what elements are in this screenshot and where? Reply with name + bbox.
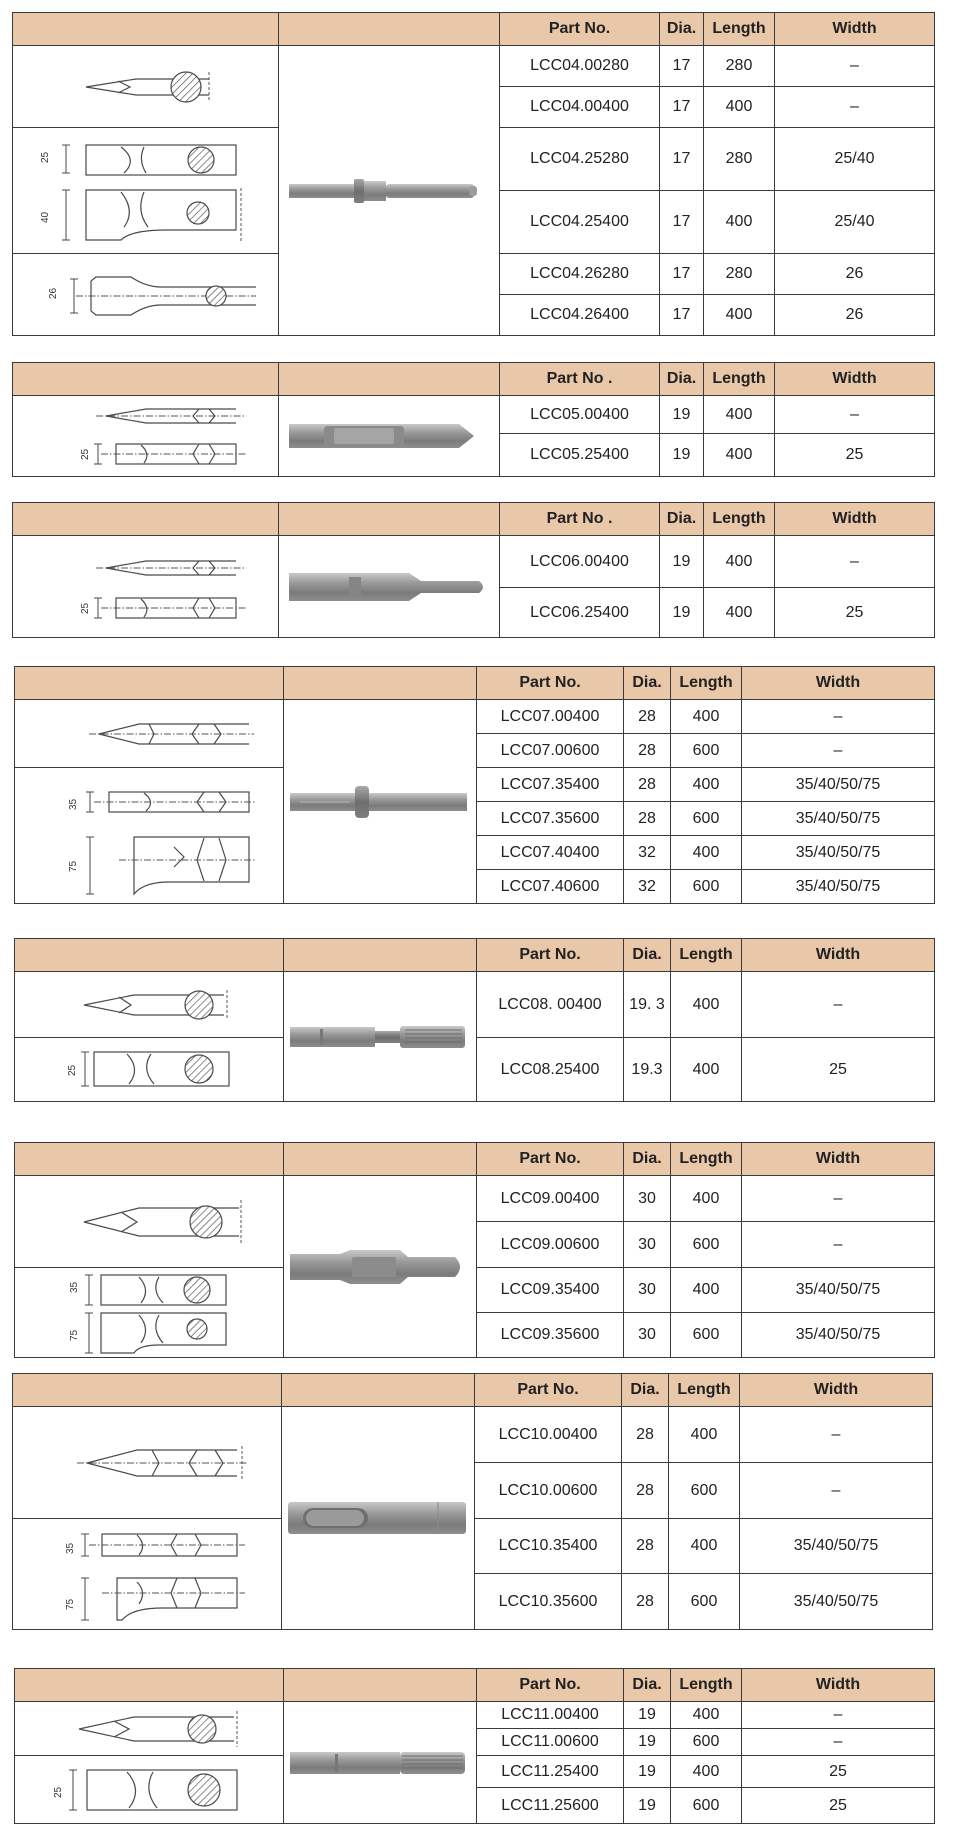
diameter: 19.3 <box>624 1038 671 1102</box>
diameter: 28 <box>624 700 671 734</box>
dim-label: 40 <box>39 211 51 223</box>
width: – <box>742 700 935 734</box>
diameter: 17 <box>660 87 704 128</box>
header-length: Length <box>704 13 775 46</box>
diameter: 30 <box>624 1176 671 1222</box>
header-width: Width <box>775 503 935 536</box>
width: – <box>742 1729 935 1756</box>
diameter: 17 <box>660 295 704 336</box>
part-number: LCC05.25400 <box>500 434 660 477</box>
part-number: LCC09.35600 <box>477 1313 624 1358</box>
dim-label: 75 <box>65 1598 76 1610</box>
cape-chisel-drawing <box>13 254 279 336</box>
flat-chisel-drawing <box>15 1756 284 1824</box>
part-number: LCC06.00400 <box>500 536 660 588</box>
diameter: 19 <box>660 588 704 638</box>
length: 400 <box>704 588 775 638</box>
width: 25/40 <box>775 191 935 254</box>
diameter: 28 <box>622 1463 669 1519</box>
header-width: Width <box>775 13 935 46</box>
header-length: Length <box>671 939 742 972</box>
width: 26 <box>775 254 935 295</box>
header-part-no: Part No . <box>500 363 660 396</box>
chisel-table-lcc07 <box>14 666 935 904</box>
width: 35/40/50/75 <box>742 802 935 836</box>
part-number: LCC09.35400 <box>477 1268 624 1313</box>
part-number: LCC09.00600 <box>477 1222 624 1268</box>
width: 25 <box>742 1756 935 1788</box>
length: 400 <box>671 768 742 802</box>
length: 600 <box>671 1788 742 1824</box>
part-number: LCC07.00600 <box>477 734 624 768</box>
part-number: LCC04.00280 <box>500 46 660 87</box>
lcc05-tool-photo <box>279 396 500 477</box>
part-number: LCC04.26400 <box>500 295 660 336</box>
width: – <box>740 1463 933 1519</box>
part-number: LCC10.00400 <box>475 1407 622 1463</box>
dim-label: 25 <box>67 1064 78 1076</box>
diameter: 28 <box>622 1407 669 1463</box>
dim-label: 35 <box>69 1281 80 1293</box>
header-width: Width <box>740 1374 933 1407</box>
length: 600 <box>671 1313 742 1358</box>
header-dia: Dia. <box>660 363 704 396</box>
length: 400 <box>704 191 775 254</box>
part-number: LCC05.00400 <box>500 396 660 434</box>
width: 35/40/50/75 <box>740 1519 933 1574</box>
width: – <box>742 1702 935 1729</box>
length: 280 <box>704 254 775 295</box>
lcc06-tool-photo <box>279 536 500 638</box>
width: 26 <box>775 295 935 336</box>
header-part-no: Part No. <box>477 1669 624 1702</box>
length: 400 <box>704 87 775 128</box>
length: 400 <box>704 396 775 434</box>
length: 400 <box>669 1519 740 1574</box>
length: 400 <box>704 434 775 477</box>
length: 400 <box>671 700 742 734</box>
diameter: 28 <box>622 1574 669 1630</box>
width: – <box>742 1176 935 1222</box>
chisel-table-lcc10 <box>12 1373 933 1630</box>
dim-label: 25 <box>53 1786 64 1798</box>
lcc07-tool-photo <box>284 700 477 904</box>
diameter: 32 <box>624 836 671 870</box>
header-width: Width <box>742 1669 935 1702</box>
width: 25 <box>775 588 935 638</box>
part-number: LCC10.35400 <box>475 1519 622 1574</box>
diameter: 30 <box>624 1313 671 1358</box>
header-dia: Dia. <box>624 939 671 972</box>
header-length: Length <box>704 363 775 396</box>
part-number: LCC06.25400 <box>500 588 660 638</box>
width: 35/40/50/75 <box>742 1268 935 1313</box>
header-part-no: Part No. <box>477 939 624 972</box>
flat-chisel-drawing <box>15 768 284 904</box>
length: 400 <box>669 1407 740 1463</box>
header-width: Width <box>742 939 935 972</box>
part-number: LCC08.25400 <box>477 1038 624 1102</box>
dim-label: 35 <box>65 1542 76 1554</box>
part-number: LCC04.25400 <box>500 191 660 254</box>
lcc04-tool-photo <box>279 46 500 336</box>
part-number: LCC10.00600 <box>475 1463 622 1519</box>
hex-chisel-drawing <box>13 396 279 477</box>
hex-chisel-drawing <box>13 536 279 638</box>
chisel-table-lcc09 <box>14 1142 935 1358</box>
dim-label: 26 <box>47 287 59 299</box>
width: – <box>775 46 935 87</box>
hex-chisel-drawing <box>13 1407 282 1519</box>
width: – <box>742 972 935 1038</box>
length: 600 <box>671 1729 742 1756</box>
hex-chisel-drawing <box>15 700 284 768</box>
chisel-table-lcc08 <box>14 938 935 1102</box>
chisel-table-lcc11 <box>14 1668 935 1824</box>
header-dia: Dia. <box>660 503 704 536</box>
length: 600 <box>671 1222 742 1268</box>
header-dia: Dia. <box>624 1143 671 1176</box>
diameter: 30 <box>624 1268 671 1313</box>
part-number: LCC07.40600 <box>477 870 624 904</box>
length: 400 <box>671 1756 742 1788</box>
part-number: LCC10.35600 <box>475 1574 622 1630</box>
diameter: 28 <box>624 768 671 802</box>
length: 600 <box>669 1463 740 1519</box>
length: 280 <box>704 46 775 87</box>
part-number: LCC04.00400 <box>500 87 660 128</box>
width: 35/40/50/75 <box>742 836 935 870</box>
flat-chisel-drawing <box>15 1268 284 1358</box>
header-length: Length <box>671 1669 742 1702</box>
flat-chisel-drawing <box>15 1038 284 1102</box>
pointed-chisel-drawing <box>15 1176 284 1268</box>
diameter: 19 <box>660 396 704 434</box>
chisel-table-lcc05 <box>12 362 935 477</box>
chisel-table-lcc04 <box>12 12 935 336</box>
header-dia: Dia. <box>624 1669 671 1702</box>
width: 35/40/50/75 <box>742 1313 935 1358</box>
dim-label: 25 <box>79 602 91 614</box>
length: 400 <box>671 836 742 870</box>
header-part-no: Part No . <box>500 503 660 536</box>
part-number: LCC07.35600 <box>477 802 624 836</box>
part-number: LCC08. 00400 <box>477 972 624 1038</box>
part-number: LCC11.00400 <box>477 1702 624 1729</box>
header-dia: Dia. <box>660 13 704 46</box>
dim-label: 75 <box>69 1329 80 1341</box>
length: 400 <box>704 536 775 588</box>
lcc09-tool-photo <box>284 1176 477 1358</box>
header-width: Width <box>742 667 935 700</box>
width: – <box>775 396 935 434</box>
diameter: 17 <box>660 254 704 295</box>
flat-chisel-drawing <box>13 1519 282 1630</box>
header-width: Width <box>742 1143 935 1176</box>
diameter: 30 <box>624 1222 671 1268</box>
header-length: Length <box>704 503 775 536</box>
length: 400 <box>671 1038 742 1102</box>
diameter: 32 <box>624 870 671 904</box>
dim-label: 25 <box>79 448 91 460</box>
length: 600 <box>671 734 742 768</box>
diameter: 19 <box>624 1756 671 1788</box>
header-length: Length <box>671 667 742 700</box>
dim-label: 75 <box>68 860 79 872</box>
length: 400 <box>671 1176 742 1222</box>
header-width: Width <box>775 363 935 396</box>
diameter: 19 <box>624 1702 671 1729</box>
width: 25 <box>742 1788 935 1824</box>
width: – <box>775 87 935 128</box>
length: 400 <box>671 1702 742 1729</box>
width: 25 <box>742 1038 935 1102</box>
part-number: LCC07.35400 <box>477 768 624 802</box>
diameter: 19. 3 <box>624 972 671 1038</box>
diameter: 28 <box>624 802 671 836</box>
chisel-table-lcc06 <box>12 502 935 638</box>
part-number: LCC11.25600 <box>477 1788 624 1824</box>
header-length: Length <box>669 1374 740 1407</box>
lcc11-tool-photo <box>284 1702 477 1824</box>
diameter: 17 <box>660 128 704 191</box>
pointed-chisel-drawing <box>15 1702 284 1756</box>
part-number: LCC07.40400 <box>477 836 624 870</box>
lcc08-tool-photo <box>284 972 477 1102</box>
width: 25/40 <box>775 128 935 191</box>
diameter: 19 <box>624 1729 671 1756</box>
pointed-chisel-drawing <box>13 46 279 128</box>
length: 600 <box>671 870 742 904</box>
diameter: 17 <box>660 191 704 254</box>
lcc10-tool-photo <box>282 1407 475 1630</box>
length: 400 <box>671 1268 742 1313</box>
part-number: LCC04.26280 <box>500 254 660 295</box>
part-number: LCC09.00400 <box>477 1176 624 1222</box>
part-number: LCC07.00400 <box>477 700 624 734</box>
header-part-no: Part No. <box>500 13 660 46</box>
header-dia: Dia. <box>622 1374 669 1407</box>
dim-label: 25 <box>39 151 51 163</box>
part-number: LCC11.25400 <box>477 1756 624 1788</box>
length: 400 <box>704 295 775 336</box>
width: 35/40/50/75 <box>740 1574 933 1630</box>
pointed-chisel-drawing <box>15 972 284 1038</box>
dim-label: 35 <box>68 798 79 810</box>
width: 25 <box>775 434 935 477</box>
flat-chisel-drawing <box>13 128 279 254</box>
diameter: 17 <box>660 46 704 87</box>
diameter: 28 <box>622 1519 669 1574</box>
part-number: LCC11.00600 <box>477 1729 624 1756</box>
header-part-no: Part No. <box>477 1143 624 1176</box>
width: 35/40/50/75 <box>742 870 935 904</box>
diameter: 28 <box>624 734 671 768</box>
length: 280 <box>704 128 775 191</box>
length: 600 <box>669 1574 740 1630</box>
width: – <box>742 1222 935 1268</box>
length: 400 <box>671 972 742 1038</box>
header-part-no: Part No. <box>477 667 624 700</box>
width: – <box>775 536 935 588</box>
width: 35/40/50/75 <box>742 768 935 802</box>
header-dia: Dia. <box>624 667 671 700</box>
diameter: 19 <box>660 434 704 477</box>
diameter: 19 <box>624 1788 671 1824</box>
width: – <box>742 734 935 768</box>
length: 600 <box>671 802 742 836</box>
diameter: 19 <box>660 536 704 588</box>
width: – <box>740 1407 933 1463</box>
header-part-no: Part No. <box>475 1374 622 1407</box>
part-number: LCC04.25280 <box>500 128 660 191</box>
header-length: Length <box>671 1143 742 1176</box>
